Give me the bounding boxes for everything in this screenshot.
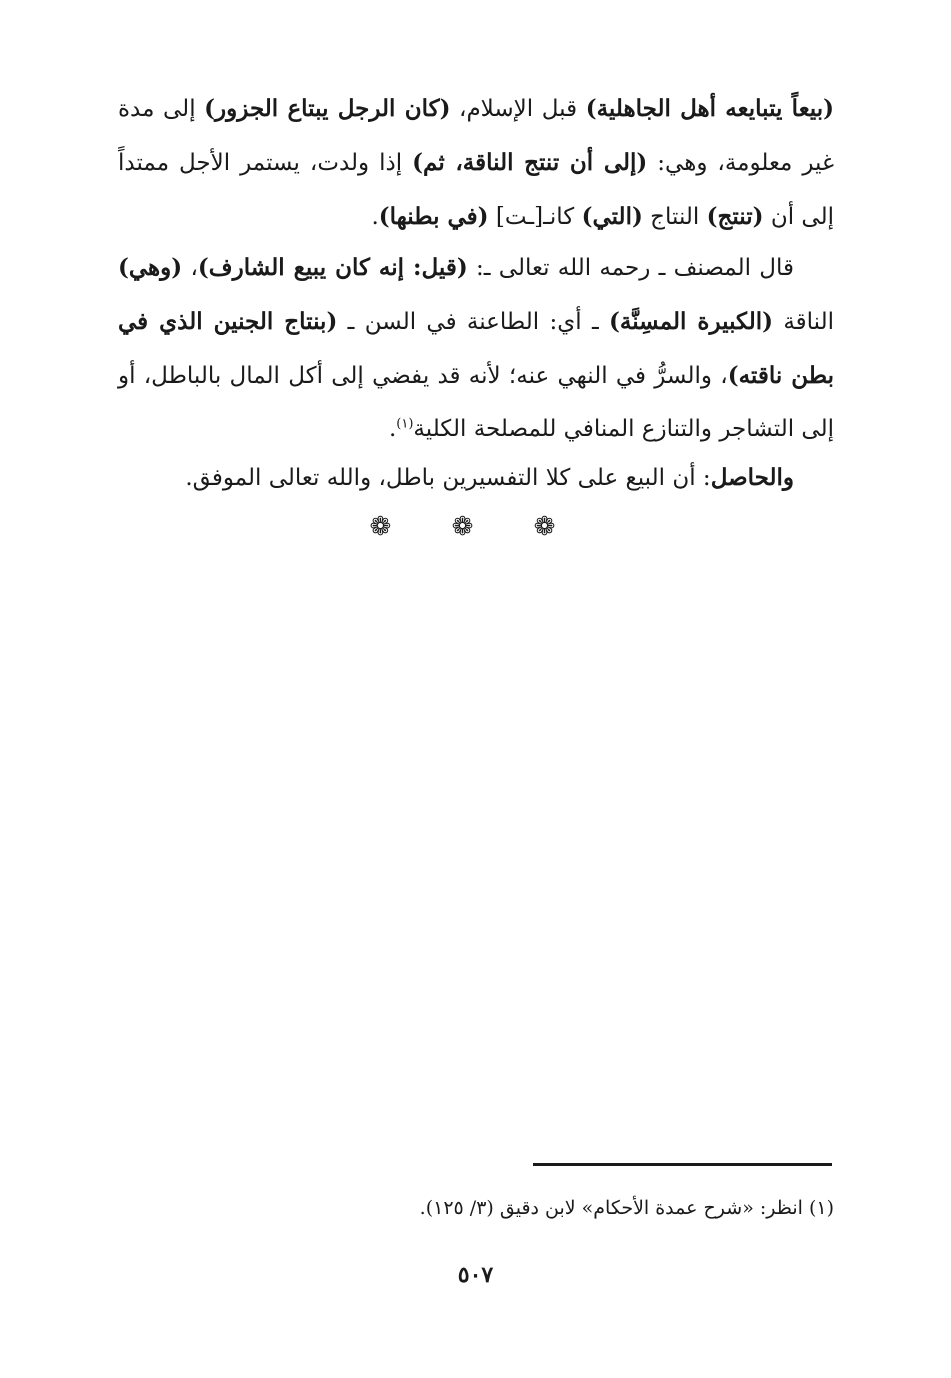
- commentary-text: قبل الإسلام،: [450, 96, 586, 122]
- commentary-text: ،: [182, 255, 198, 281]
- commentary-text: كانـ[ـت]: [488, 204, 582, 230]
- commentary-text: .: [388, 416, 397, 442]
- page-number: ٥٠٧: [457, 1262, 494, 1288]
- paragraph-1: [118, 82, 834, 244]
- commentary-text: ـ أي: الطاعنة في السن ـ: [337, 309, 610, 335]
- commentary-text: النتاج: [642, 204, 707, 230]
- quoted-text: (بيعاً يتبايعه أهل الجاهلية): [585, 95, 835, 122]
- paragraph-2: [118, 241, 834, 456]
- footnote-text: انظر: «شرح عمدة الأحكام» لابن دقيق (٣/ ١٢٥).: [419, 1197, 809, 1219]
- quoted-text: (إلى أن تنتج الناقة، ثم): [412, 149, 648, 176]
- quoted-text: (في بطنها): [378, 203, 489, 230]
- conclusion-label: والحاصل: [710, 464, 794, 491]
- commentary-text: إذا ولدت، يستمر الأجل ممتداً إلى أن: [118, 150, 834, 230]
- footnote-marker: (١): [808, 1197, 834, 1219]
- commentary-text: ، والسرُّ في النهي عنه؛ لأنه قد يفضي إلى أكل المال بالباطل، أو إلى التشاجر والتنازع المنافي للمصلحة الكلية: [118, 363, 834, 442]
- footnote-divider: [533, 1163, 832, 1166]
- quoted-text: (وهي): [118, 254, 183, 281]
- quoted-text: (قيل: إنه كان يبيع الشارف): [197, 254, 468, 281]
- quoted-text: (الكبيرة المسِنَّة): [609, 308, 773, 335]
- section-separator: ❁ ❁ ❁: [369, 512, 582, 542]
- quoted-text: (كان الرجل يبتاع الجزور): [204, 95, 451, 122]
- footnote: [118, 1190, 834, 1226]
- quoted-text: (بنتاج الجنين الذي في بطن ناقته): [118, 308, 834, 389]
- paragraph-3: [118, 451, 834, 505]
- footnote-reference[interactable]: (١): [396, 416, 414, 432]
- commentary-text: الناقة: [773, 309, 834, 335]
- commentary-text: قال المصنف ـ رحمه الله تعالى ـ:: [467, 255, 794, 281]
- quoted-text: (التي): [581, 203, 643, 230]
- commentary-text: .: [371, 204, 379, 230]
- commentary-text: إلى مدة غير معلومة، وهي:: [118, 96, 835, 176]
- commentary-text: : أن البيع على كلا التفسيرين باطل، والله تعالى الموفق.: [185, 465, 711, 491]
- quoted-text: (تنتج): [706, 203, 764, 230]
